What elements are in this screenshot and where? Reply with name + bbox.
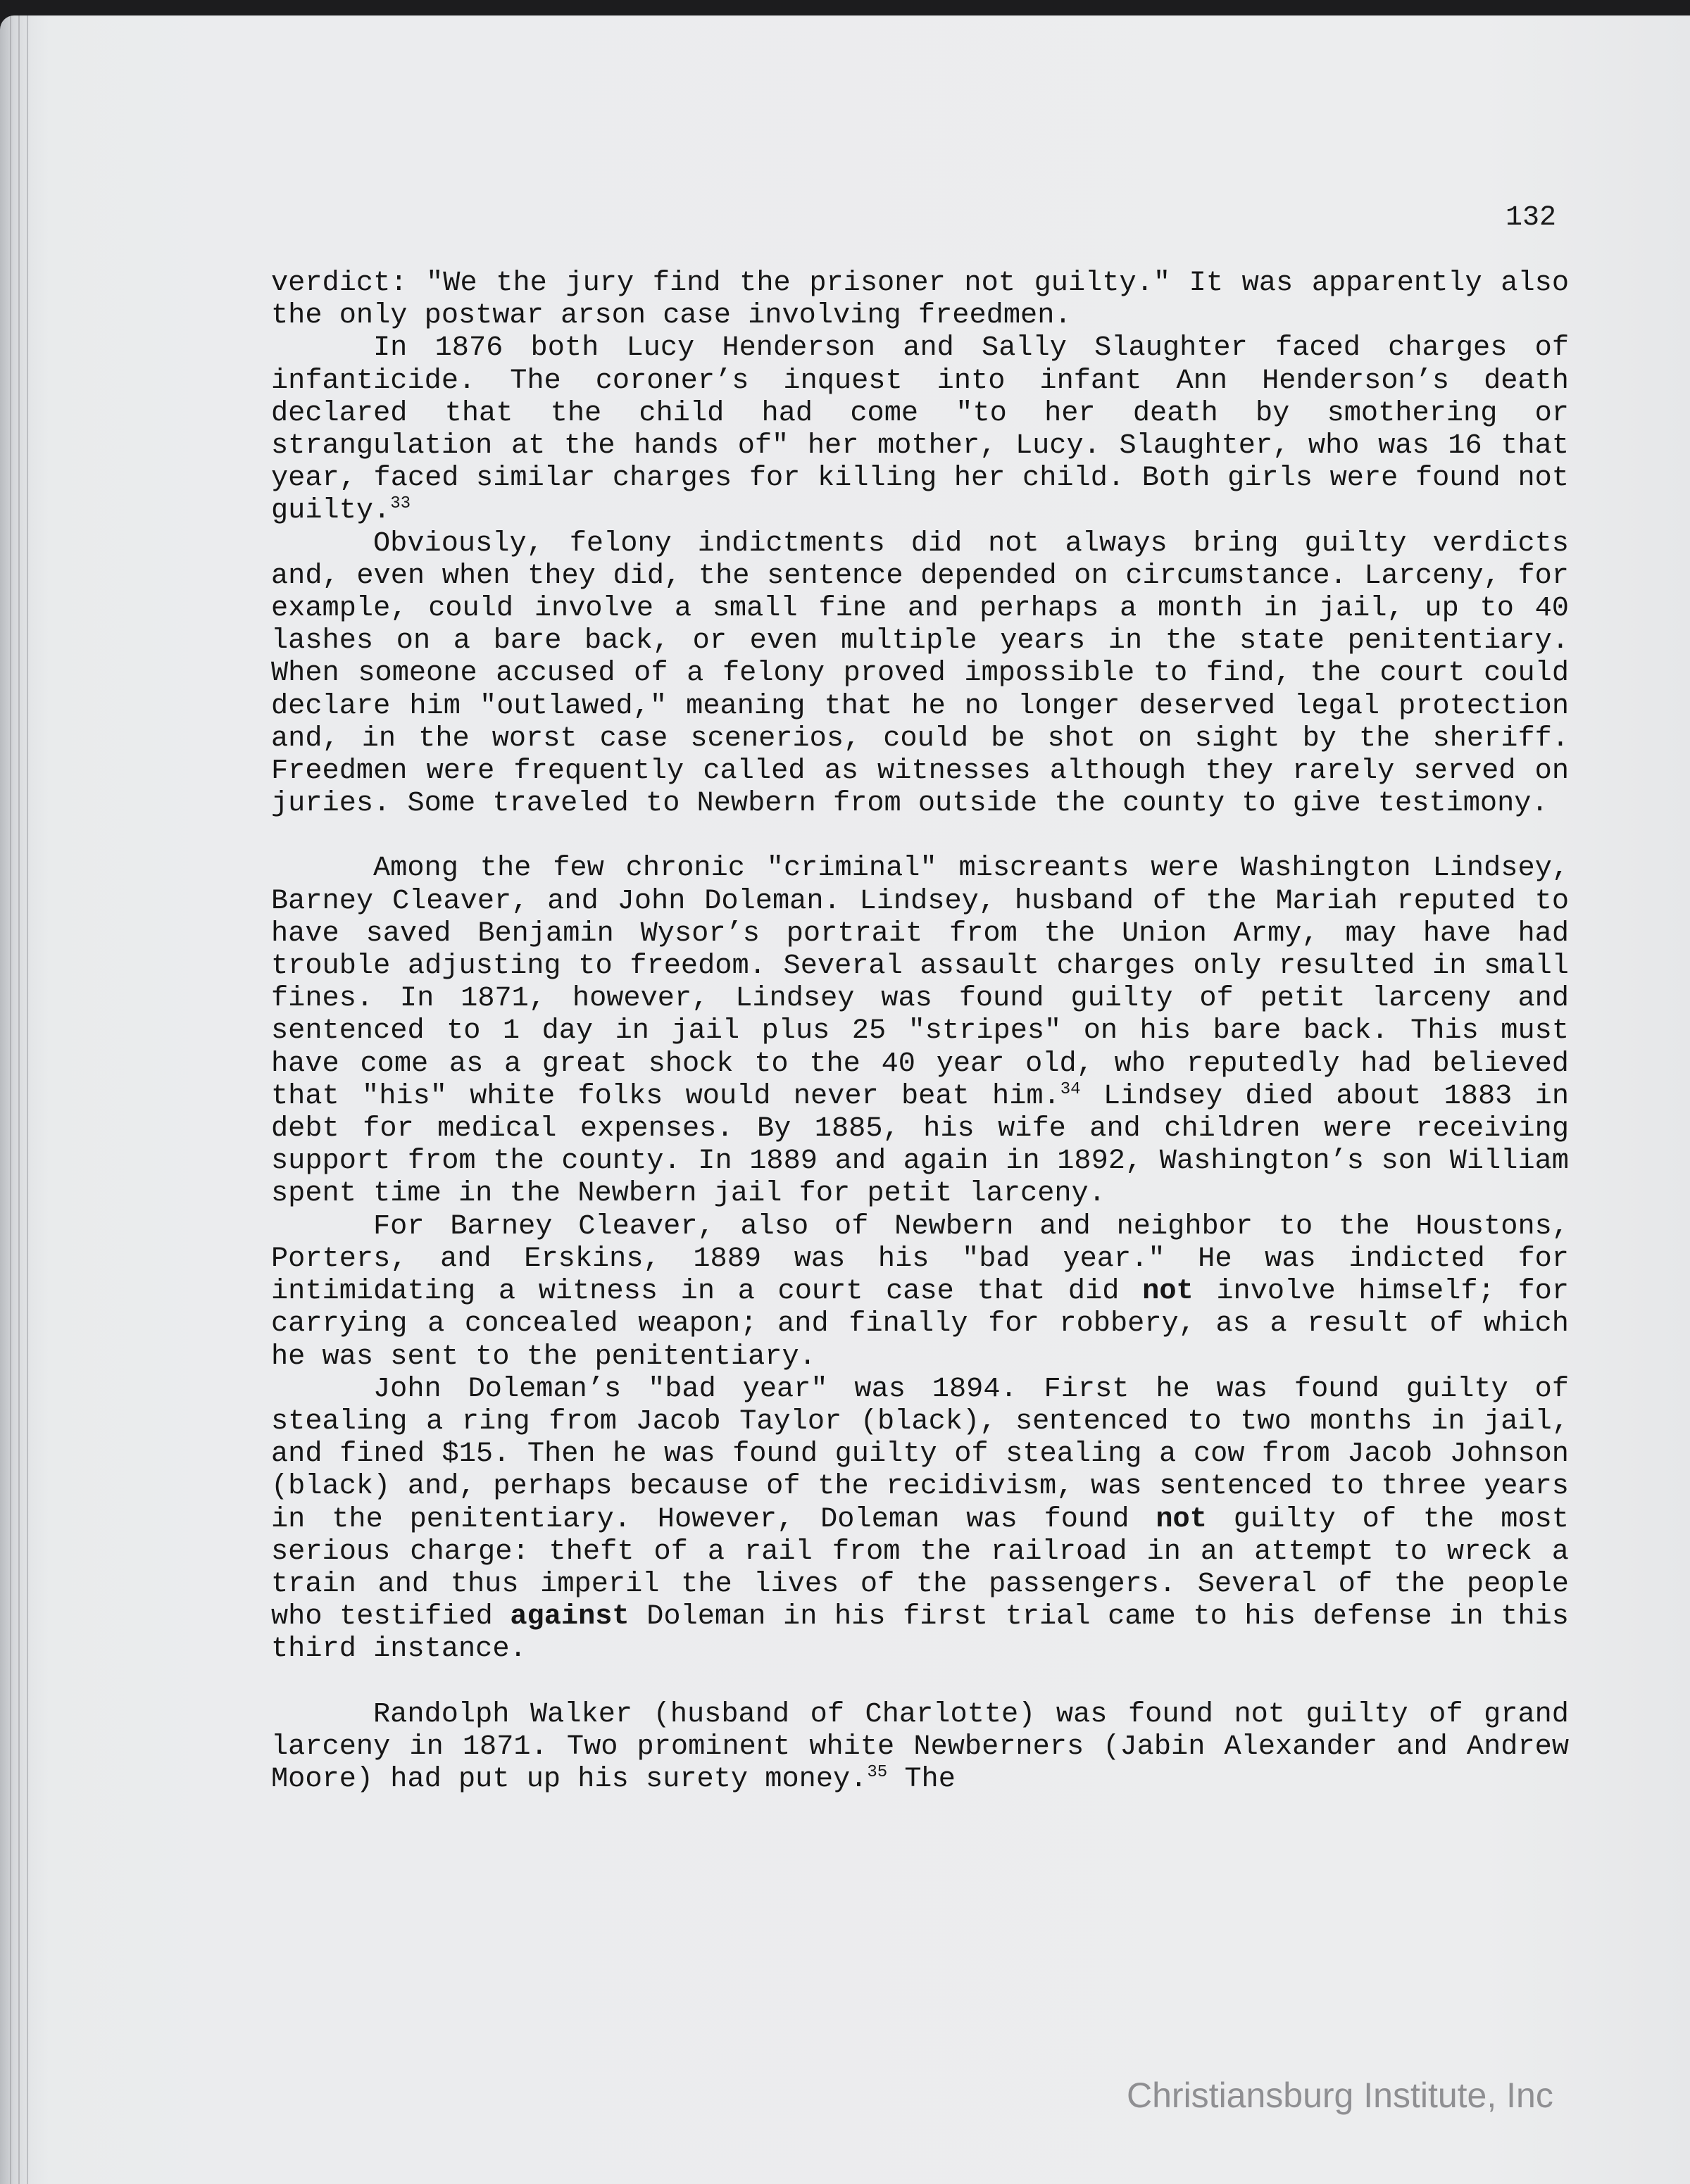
paragraph-text: John Doleman’s "bad year" was 1894. First he was found guilty of stealing a ring from Jacob Taylor (black), sentenced to two months in jail, and fined $15. Then he was found guilty of stealing a cow from Jacob Johnson (black) and, perhaps because of the recidivism, was sentenced to three years in the penitentiary. However, Doleman was found xyxy=(271,1372,1569,1536)
paragraph xyxy=(271,1698,1569,1796)
paragraph xyxy=(271,527,1569,820)
paragraph-text: For Barney Cleaver, also of Newbern and neighbor to the Houstons, Porters, and Erskins, 1889 was his "bad year." He was indicted for intimidating a witness in a court case that did xyxy=(271,1210,1569,1308)
paragraph xyxy=(271,1373,1569,1666)
emphasis-text: not xyxy=(1142,1275,1194,1308)
paragraph xyxy=(271,1210,1569,1373)
page-edge-line xyxy=(10,15,11,2184)
paragraph-text: Doleman in his first trial came to his defense in this third instance. xyxy=(271,1600,1569,1666)
paragraph-text: verdict: "We the jury find the prisoner not guilty." It was apparently also the only postwar arson case involving freedmen. xyxy=(271,267,1569,332)
watermark: Christiansburg Institute, Inc xyxy=(1127,2076,1553,2115)
footnote-marker: 34 xyxy=(1060,1079,1081,1099)
paragraph-text: Among the few chronic "criminal" miscreants were Washington Lindsey, Barney Cleaver, and John Doleman. Lindsey, husband of the Mariah reputed to have saved Benjamin Wysor’s portrait from the Union Army, may have had trouble adjusting to freedom. Several assault charges only resulted in small fines. In 1871, however, Lindsey was found guilty of petit larceny and sentenced to 1 day in jail plus 25 "stripes" on his bare back. This must have come as a great shock to the 40 year old, who reputedly had believed that "his" white folks would never beat him. xyxy=(271,852,1569,1112)
emphasis-text: not xyxy=(1156,1502,1207,1536)
paragraph-text: Randolph Walker (husband of Charlotte) was found not guilty of grand larceny in 1871. Two prominent white Newberners (Jabin Alexander and Andrew Moore) had put up his surety money. xyxy=(271,1697,1569,1795)
paragraph-text: The xyxy=(887,1762,956,1795)
page-edge-line xyxy=(27,15,28,2184)
paragraph xyxy=(271,267,1569,332)
emphasis-text: against xyxy=(510,1600,630,1633)
paragraph-text: guilty of the most serious charge: theft of a rail from the railroad in an attempt to wreck a train and thus imperil the lives of the passengers. Several of the people who testified xyxy=(271,1502,1569,1633)
paragraph-text: In 1876 both Lucy Henderson and Sally Slaughter faced charges of infanticide. The coroner’s inquest into infant Ann Henderson’s death declared that the child had come "to her death by smothering or strangulation at the hands of" her mother, Lucy. Slaughter, who was 16 that year, faced similar charges for killing her child. Both girls were found not guilty. xyxy=(271,332,1569,527)
book-page xyxy=(0,15,1690,2184)
page-number: 132 xyxy=(1506,202,1557,234)
paragraph-text: Lindsey died about 1883 in debt for medical expenses. By 1885, his wife and children were receiving support from the county. In 1889 and again in 1892, Washington’s son William spent time in the Newbern jail for petit larceny. xyxy=(271,1079,1569,1210)
paragraph xyxy=(271,332,1569,527)
footnote-marker: 35 xyxy=(867,1762,888,1782)
paragraph-text: involve himself; for carrying a concealed weapon; and finally for robbery, as a result of which he was sent to the penitentiary. xyxy=(271,1275,1569,1373)
footnote-marker: 33 xyxy=(390,494,411,514)
paragraph xyxy=(271,852,1569,1210)
paragraph-text: Obviously, felony indictments did not always bring guilty verdicts and, even when they did, the sentence depended on circumstance. Larceny, for example, could involve a small fine and perhaps a month in jail, up to 40 lashes on a bare back, or even multiple years in the state penitentiary. When someone accused of a felony proved impossible to find, the court could declare him "outlawed," meaning that he no longer deserved legal protection and, in the worst case scenerios, could be shot on sight by the sheriff. Freedmen were frequently called as witnesses although they rarely served on juries. Some traveled to Newbern from outside the county to give testimony. xyxy=(271,527,1569,820)
body-text xyxy=(271,267,1569,1795)
page-edge-line xyxy=(18,15,20,2184)
